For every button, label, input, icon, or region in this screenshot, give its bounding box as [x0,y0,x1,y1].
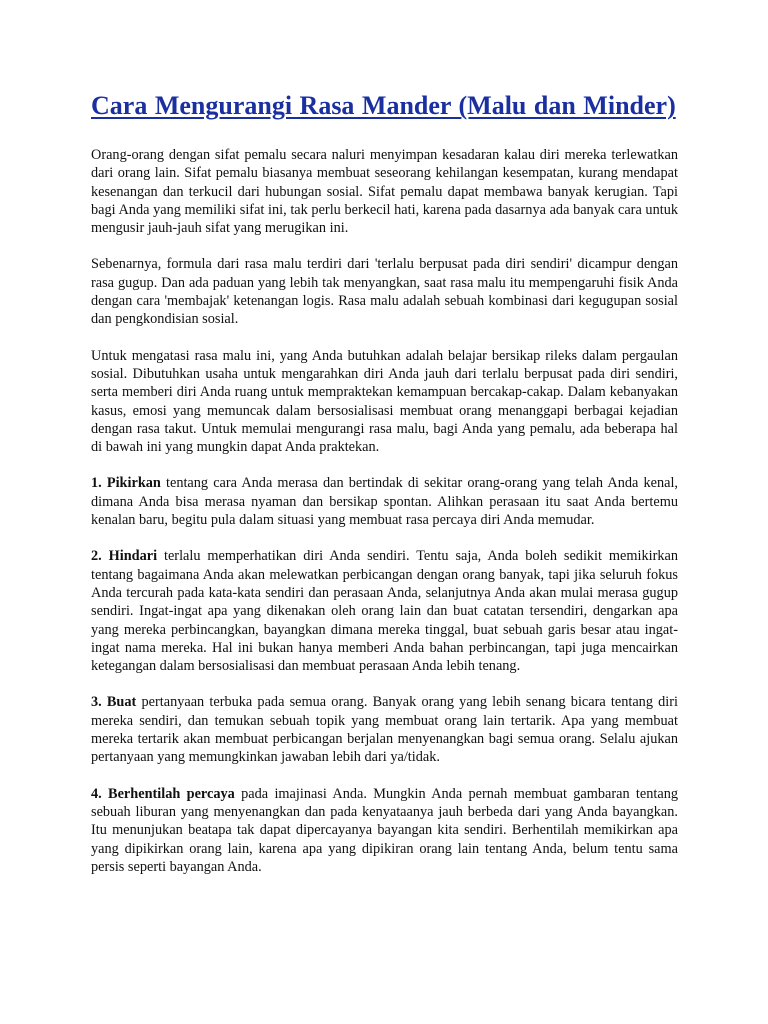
tip-lead: 1. Pikirkan [91,475,161,492]
paragraph-text: Orang-orang dengan sifat pemalu secara naluri menyimpan kesadaran kalau diri mereka terlewatkan dari orang lain. Sifat pemalu biasanya membuat seseorang kehilangan kesempatan, kurang mendapat kesenangan dan terkucil dari hubungan sosial. Sifat pemalu dapat membawa banyak kerugian. Tapi bagi Anda yang memiliki sifat ini, tak perlu berkecil hati, karena pada dasarnya ada banyak cara untuk mengusir jauh-jauh sifat yang merugikan ini. [91,147,678,237]
tip-1 [91,474,678,529]
paragraph-intro [91,146,678,237]
tip-text: terlalu memperhatikan diri Anda sendiri. Tentu saja, Anda boleh sedikit memikirkan tentang bagaimana Anda akan melewatkan perbicangan dengan orang banyak, tapi jika seluruh fokus Anda tercurah pada kata-kata sendiri dan perasaan Anda, selanjutnya Anda akan mulai merasa gugup sendiri. Ingat-ingat apa yang dikenakan oleh orang lain dan buat catatan tersendiri, dengarkan apa yang mereka perbincangkan, bayangkan dimana mereka tinggal, buat sebuah garis besar atau ingat-ingat nama mereka. Hal ini bukan hanya memberi Anda bahan perbincangan, tapi juga mencairkan ketegangan dalam bersosialisasi dan membuat perasaan Anda lebih tenang. [91,548,678,675]
paragraph-text: Untuk mengatasi rasa malu ini, yang Anda butuhkan adalah belajar bersikap rileks dalam pergaulan sosial. Dibutuhkan usaha untuk mengarahkan diri Anda jauh dari terlalu berpusat pada diri sendiri, serta memberi diri Anda ruang untuk mempraktekan kemampuan bercakap-cakap. Dalam kebanyakan kasus, emosi yang memuncak dalam bersosialisasi membuat orang menanggapi berbagai kejadian dengan rasa takut. Untuk memulai mengurangi rasa malu, bagi Anda yang pemalu, ada beberapa hal di bawah ini yang mungkin dapat Anda praktekan. [91,347,678,456]
tip-4 [91,785,678,876]
tip-lead: 4. Berhentilah percaya [91,785,235,802]
tip-3 [91,693,678,766]
page-title: Cara Mengurangi Rasa Mander (Malu dan Minder) [91,91,676,120]
paragraph-solution [91,347,678,457]
tip-text: pertanyaan terbuka pada semua orang. Banyak orang yang lebih senang bicara tentang diri mereka sendiri, dan temukan sebuah topik yang membuat orang lain tertarik. Apa yang membuat mereka tertarik akan membuat perbicangan berjalan menyenangkan bagi semua orang. Selalu ajukan pertanyaan yang memungkinkan jawaban lebih dari ya/tidak. [91,694,678,766]
tip-lead: 2. Hindari [91,548,158,565]
paragraph-formula [91,255,678,328]
tip-text: tentang cara Anda merasa dan bertindak di sekitar orang-orang yang telah Anda kenal, dimana Anda bisa merasa nyaman dan bersikap spontan. Alihkan perasaan itu saat Anda bertemu kenalan baru, begitu pula dalam situasi yang membuat rasa percaya diri Anda memudar. [91,475,678,529]
document-page [91,88,678,894]
tip-lead: 3. Buat [91,694,137,711]
tip-2 [91,547,678,675]
tip-text: pada imajinasi Anda. Mungkin Anda pernah membuat gambaran tentang sebuah liburan yang menyenangkan dan pada kenyataanya jauh berbeda dari yang Anda bayangkan. Itu menunjukan beatapa tak dapat dipercayanya bayangan kita sendiri. Berhentilah memikirkan apa yang dipikirkan orang lain, karena apa yang dipikiran orang lain tentang Anda, belum tentu sama persis seperti bayangan Anda. [91,785,678,875]
paragraph-text: Sebenarnya, formula dari rasa malu terdiri dari 'terlalu berpusat pada diri sendiri' dicampur dengan rasa gugup. Dan ada paduan yang lebih tak menyangkan, saat rasa malu itu mempengaruhi fisik Anda dengan cara 'membajak' ketenangan logis. Rasa malu adalah sebuah kombinasi dari kegugupan sosial dan pengkondisian sosial. [91,256,678,328]
